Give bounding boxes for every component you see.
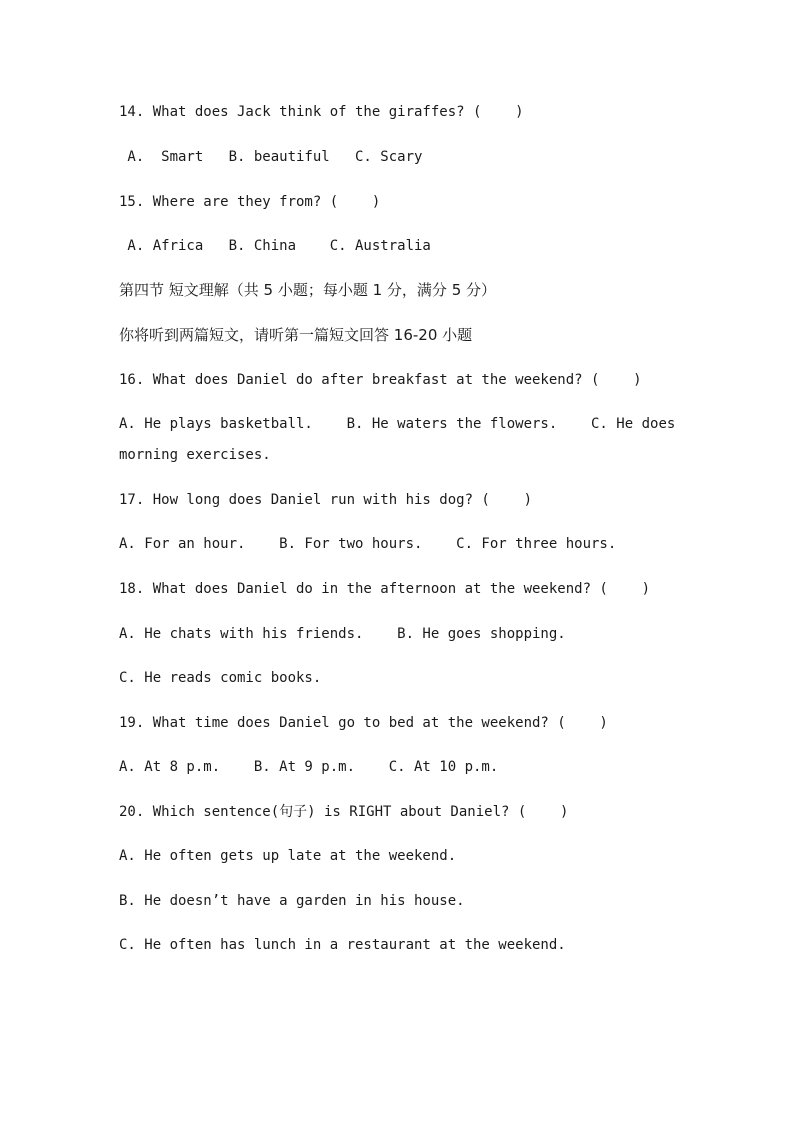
question-17: 17. How long does Daniel run with his dog? ( ) [119, 492, 533, 508]
section-instruction: 你将听到两篇短文，请听第一篇短文回答 16-20 小题 [119, 326, 473, 344]
question-15: 15. Where are they from? ( ) [119, 194, 381, 210]
question-20-option-c: C. He often has lunch in a restaurant at the weekend. [119, 937, 566, 953]
question-17-options: A. For an hour. B. For two hours. C. For three hours. [119, 536, 617, 552]
question-18-options: A. He chats with his friends. B. He goes shopping. [119, 626, 566, 642]
question-18: 18. What does Daniel do in the afternoon at the weekend? ( ) [119, 581, 651, 597]
question-20-option-a: A. He often gets up late at the weekend. [119, 848, 457, 864]
question-16-options: A. He plays basketball. B. He waters the flowers. C. He does [119, 416, 676, 432]
question-14: 14. What does Jack think of the giraffes? ( ) [119, 104, 524, 120]
question-15-options: A. Africa B. China C. Australia [119, 238, 431, 254]
question-16-options-continued: morning exercises. [119, 447, 271, 463]
question-14-options: A. Smart B. beautiful C. Scary [119, 149, 423, 165]
question-18-option-c: C. He reads comic books. [119, 670, 322, 686]
question-20-option-b: B. He doesn’t have a garden in his house. [119, 893, 465, 909]
question-20: 20. Which sentence(句子) is RIGHT about Daniel? ( ) [119, 804, 569, 820]
question-19: 19. What time does Daniel go to bed at the weekend? ( ) [119, 715, 608, 731]
section-heading: 第四节 短文理解（共 5 小题；每小题 1 分，满分 5 分） [119, 281, 497, 299]
question-19-options: A. At 8 p.m. B. At 9 p.m. C. At 10 p.m. [119, 759, 499, 775]
question-16: 16. What does Daniel do after breakfast at the weekend? ( ) [119, 372, 642, 388]
